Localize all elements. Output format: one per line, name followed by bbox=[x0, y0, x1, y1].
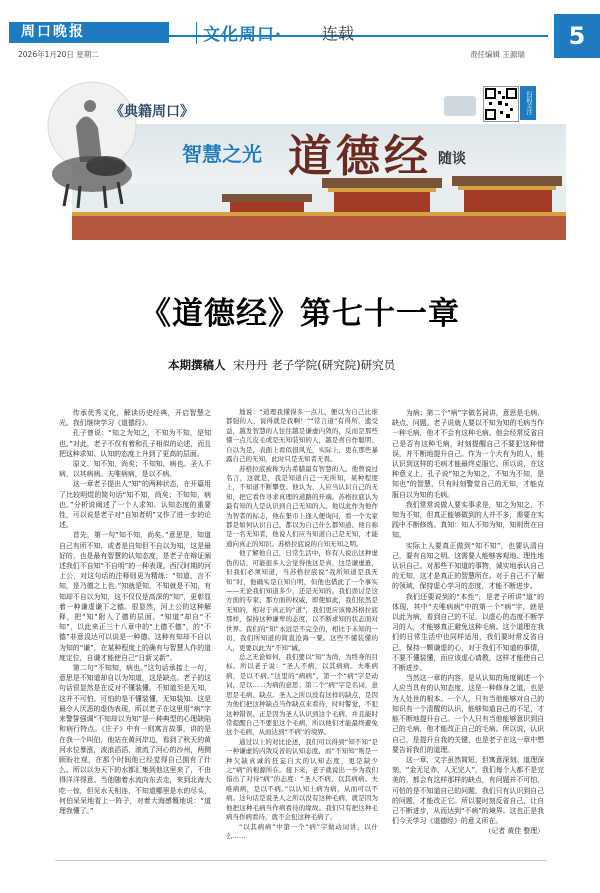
laozi-ox-ink-icon bbox=[46, 66, 138, 216]
section-title: 文化周口· bbox=[203, 25, 282, 45]
bottom-rule bbox=[55, 860, 547, 861]
page-number: 5 bbox=[554, 14, 600, 58]
paragraph: 苏格拉底被称为古希腊最有智慧的人。他曾说过名言，这就是，我是知道自己一无所知，某种程度上，不知道不断攀登。他认为，人应当认识自己的无知，把它看作寻求真理的道路的开端。苏格拉底认为最有知的人是认识到自己无知的人。他以此作为他作为智者的标志，他在集市上逢人便询问，看一个大家都是如何认识自己，都以为自己什么都知道。他自称是一名无知者，他说人们应当知道自己是无知，才能通向真正的知识。苏格拉底说的自知无知之明。 bbox=[226, 464, 378, 548]
banner-subtitle: 智慧之光 bbox=[182, 142, 262, 166]
phone-icon bbox=[444, 96, 476, 116]
newspaper-logo: 周口晚报 bbox=[9, 22, 169, 43]
qr-label: 扫码关注 bbox=[520, 86, 536, 120]
article-column-2 bbox=[226, 408, 378, 841]
paragraph: 首先，第一句“知不知，尚矣。”意思是，知道自己有所不知，或者是自知但不自以为知，这是最好的，也是最有智慧的认知态度，是老子在辩证阐述我们不自知“不自明”的一种表现。西汉时期的河上公，对这句话的注释则更为精练：“知道，言不知，是乃德之上也。”知就是知，不知就是不知，有知却不自以为知，这不仅仅是高深的“知”，更彰显着一种谦虚谦下之德。很显然，河上公的这种解释，把“知”附入了德的层面。“知道”却自“不知”，以此来正三十八章中的“上德不德”，的“不德”非意没达可以说是一种德。这种有知却不自以为知的“谦”，在某种程度上的确有与智慧人作的道度定位，自谦才能使自己“日新又新”。 bbox=[59, 531, 211, 662]
article-column-1 bbox=[59, 408, 211, 816]
paragraph: 地说：“道理我懂得多一点儿，便以为自己比谁都强的人，说得就是我啊！”“常言道”有得所，遗受益，越发智慧的人往往越是谦虚内敛的，反而是那些懂一点儿皮毛或是无知装知的人，越是喜自作聪明、自以为是，表面上看似很风光，实际上，更在那些暴露自己的无知，此时只是无知者无畏。 bbox=[226, 408, 378, 464]
paragraph: 我们常常说做人要实事求是，知之为知之，不知为不知，但真正能够做到的人并不多，需要在实践中不断修炼。真知：知人不知为知，知则贵在自知。 bbox=[392, 500, 544, 540]
editor-credit: 责任编辑 王源瑞 bbox=[470, 50, 525, 59]
byline-label: 本期撰稿人 bbox=[168, 358, 226, 372]
article-headline: 《道德经》第七十一章 bbox=[140, 296, 460, 332]
palace-wall bbox=[334, 192, 430, 212]
series-title: 《典籍周口》 bbox=[110, 104, 194, 120]
palace-wall bbox=[464, 190, 552, 212]
paragraph: 第二句“不知知，病也。”这句话承接上一句，意思是不知道却自以为知道，这是缺点。老子的这句话很显然是在反对不懂装懂。不知道至是无知，这并不可怕。可怕的是不懂装懂，无知装知。这是最令人厌恶的虚伪表现，所以老子在这里用“病”字来警誓强调“不知却以为知”是一种典型的心理缺陷和病行特点。《庄子》中有一则寓言故事，讲的是在我一个叫伯，他站在黄河岸边，看到了秋天的黄河水位暴涨，波浪滔滔，滚流了河心的沙州，两侧顾盼壮观，在那个时间他已经觉得自己拥有了什么。所以以为天下的水都汇集到他这里来了，不由得洋洋得意。当他随着水流向东去走，来到北海大吃一惊，但见水天相连，不知道哪里是水的尽头，何伯呆呆地看上一阵子，对着大海感慨地说：“道理我懂了。” bbox=[59, 664, 211, 815]
palace-roof bbox=[222, 194, 312, 202]
masthead bbox=[0, 0, 600, 62]
palace-rooftop-line bbox=[72, 212, 566, 216]
banner-title-suffix: 随谈 bbox=[438, 151, 466, 167]
palace-wall-base bbox=[72, 216, 566, 240]
paragraph: 我们还要说到的“本性”，是老子所讲“道”的体现，其中“夫唯病病”中的第一个“病”字，就是以此为病，看到自己的不足，以虚心的态度不断学习的人，才能够真正避免这种毛病。这个道理在我们的日常生活中也同样适用，我们要时常反省自己，保持一颗谦虚的心，对于我们不知道的事情，不要不懂装懂，而应该虚心请教，这样才能使自己不断进步。 bbox=[392, 592, 544, 673]
paragraph: “以其病病”中第一个“病”字做动词讲，以什么…… bbox=[226, 822, 378, 840]
paragraph: 这一章老子提出人“知”的两种状态，在开篇用了比较明煜的简句话“知不知，尚矣；不知知，病也。”分析说阐述了一个人求知、认知态度的重要性，可以说是老子对“自知者明”又作了进一步的论述。 bbox=[59, 480, 211, 530]
paragraph: 总之无论如何，我们要以“知”为尚，为终身的目标。所以老子说：“圣人不病，以其病病。夫唯病病，是以不病。”这里的“病病”，第一个“病”字是动词，是以……为病的意思；第二个“病”字是名词，意思是毛病、缺点。圣人之所以没有这样的缺点，是因为他们把这种缺点当作缺点来看待，时时警觉，不犯这种错误。正是因为圣人认识到这个毛病，并且能时常提醒自己不要犯这个毛病，所以他们才能最终避免这个毛病，从而达到“不病”的境界。 bbox=[226, 652, 378, 737]
credit-note: （记者 黄佳 整理） bbox=[484, 827, 544, 836]
paragraph: 这一章，文字虽然简短，但寓意深刻。道理深刻，“金无足赤，人无完人”，我们每个人都不是完美的，都会有这样那样的缺点，有问题并不可怕，可怕的是不知道自己的问题，我们只有认识到自己的问题，才能改正它。所以要时刻反省自己，让自己不断进步，从而达到“不病”的境界。这也正是我们今天学习《道德经》的意义所在。 bbox=[392, 755, 544, 826]
palace-roof bbox=[452, 176, 562, 186]
article-column-3 bbox=[392, 408, 544, 837]
paragraph: 传承优秀文化，解读历史经典，开启智慧之光。我们继续学习《道德经》。 bbox=[59, 409, 211, 428]
paragraph: 原文、知不知，尚矣；不知知，病也。圣人不病，以其病病。夫唯病病，是以不病。 bbox=[59, 460, 211, 479]
qr-code-icon[interactable] bbox=[483, 86, 519, 122]
byline bbox=[168, 357, 395, 373]
paragraph: 孔子曾说：“知之为知之，不知为不知，是知也。”对此，老子不仅有着和孔子相似的论述，而且把这种求知、认知的态度上升到了更高的层面。 bbox=[59, 429, 211, 458]
masthead-divider bbox=[196, 22, 197, 44]
paragraph: 他了解他自己，日常生活中，你有人说出这种虚伪的话，可能很多人会觉得他这是真，这是谦虚逊，但我们必须知道，当苏格拉底说“我所知道是我无知”时，他确实是自知自明，但他也借此了一个事实——无论我们知道多少，还是无知的。我们误讨是这方面的专家、那方面的权威，即使如此，我们依然是无知的，相对于真正的“道”，我们更应该像苏格拉底那样，保持这种谦卑的态度，以不断求知的状态面对世界。我们的“知”永远是不完全的，相比于未知的一切，我们所知道的简直沧海一粟。这些不懂装懂的人，更要以此为“不知”诫。 bbox=[226, 549, 378, 652]
banner-title: 道德经 bbox=[288, 131, 432, 182]
paragraph: 为病；第二个“病”字做名词讲，意思是毛病、缺点、问题。老子说就人要以不知为知的毛病当作一种毛病，他才不会有这种毛病。他会经常反省自己是否有这种毛病，时刻提醒自己不要犯这种错误，并不断地提升自己。作为一个大有为的人，能认识到这样的毛病才能最终克服它。所以说，在这种意义上，孔子说“知之为知之，不知为不知，是知也”的智慧，只有时刻警觉自己的无知，才能克服自以为知的毛病。 bbox=[392, 409, 544, 499]
paragraph: 当然这一章的内容，是从认知的角度阐述一个人应当具有的认知态度，这是一种修身之道，也是为人处世的根本。一个人，只有当他能够对自己的知识有一个清醒的认识，能够知道自己的不足，才能不断地提升自己。一个人只有当他能够意识到自己的毛病，他才能改正自己的毛病。所以说，认识自己，是提升自我的关键，也是老子在这一章中想要告诉我们的道理。 bbox=[392, 674, 544, 754]
issue-date: 2026年1月20日 星期二 bbox=[18, 50, 99, 59]
column-title: 连载 bbox=[322, 24, 355, 43]
byline-author: 宋丹丹 老子学院(研究院)研究员 bbox=[233, 358, 396, 372]
paragraph: 实际上人要真正做到“知不知”，也要认清自己，要有自知之明。这需要人能够客观地、理性地认识自己。对那些不知道的事物，诚实地承认自己的无知，这才是真正的智慧所在。对于自己不了解的领域，保持虚心学习的态度，才能不断进步。 bbox=[392, 541, 544, 591]
paragraph: 通过以上的对比论述，我们可以得到“知不知”是一种谦虚的内敛反省的认知态度，而“不知知”则是一种欠缺真诚的狂妄自大的认知态度，更是缺少之“病”的根源所在。接下来，老子就说出一步为我们指出了对待“病”的态度：“圣人不病，以其病病。夫唯病病，是以不病。”以认知上病为病，从而可以不病。这句话是说圣人之所以没有这种毛病，就是因为他把这种毛病当作病看待的缘故。我们只有把这种毛病当作病看待，就不会犯这种毛病了。 bbox=[226, 737, 378, 822]
